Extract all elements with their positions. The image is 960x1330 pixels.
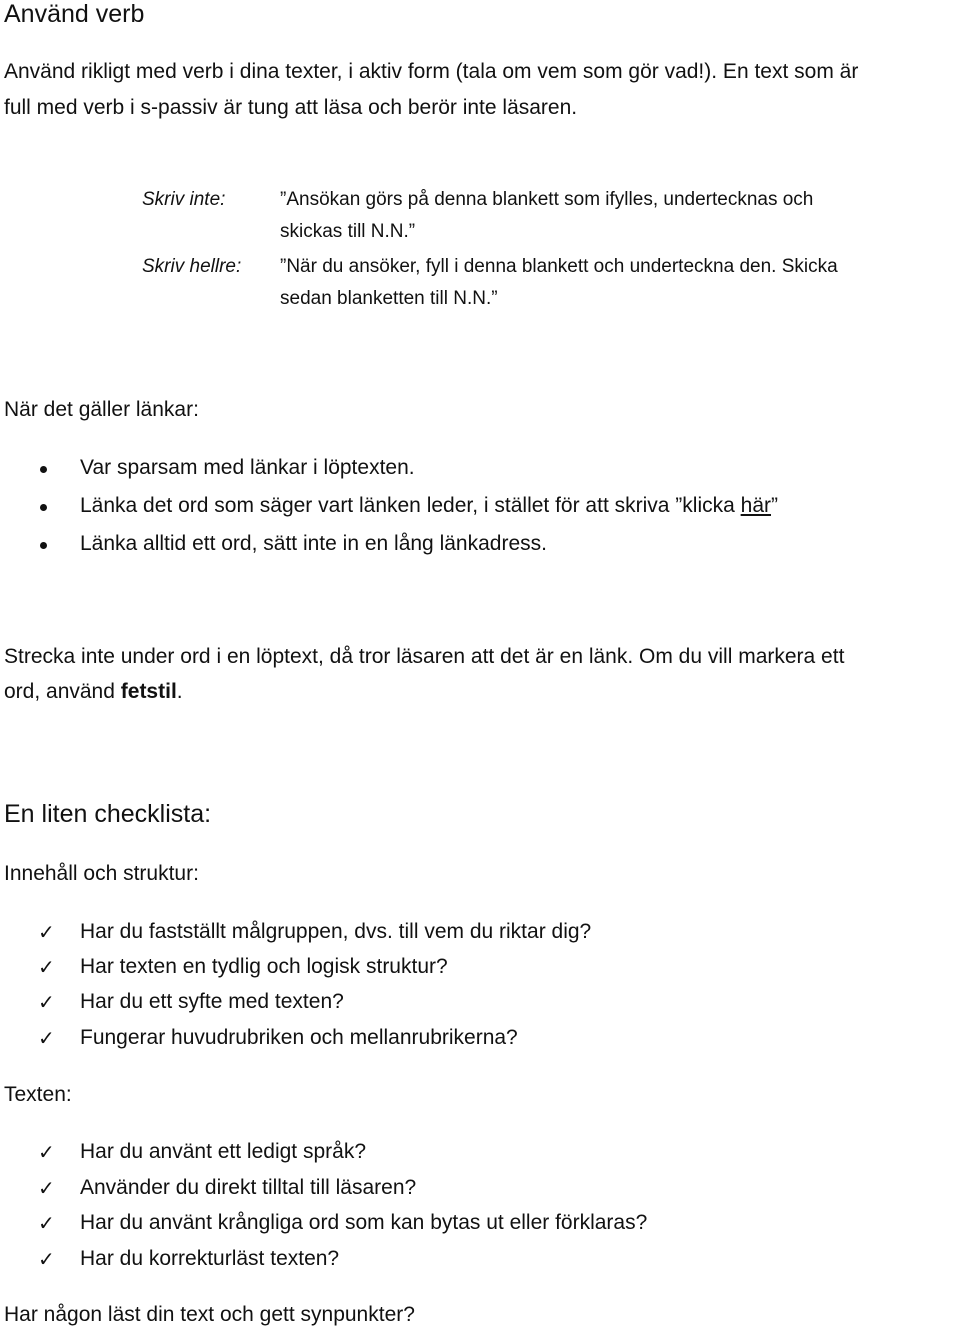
bullet-icon bbox=[40, 504, 47, 511]
page-title: Använd verb bbox=[4, 0, 145, 28]
bold-word: fetstil bbox=[120, 680, 177, 703]
dont-example-line-2: skickas till N.N.” bbox=[280, 221, 416, 242]
checkmark-icon: ✓ bbox=[38, 1140, 55, 1164]
bullet-icon bbox=[40, 542, 47, 549]
closing-question: Har någon läst din text och gett synpunkter? bbox=[4, 1303, 415, 1326]
checkmark-icon: ✓ bbox=[38, 1247, 55, 1271]
checklist-item: Har du fastställt målgruppen, dvs. till vem du riktar dig? bbox=[80, 920, 592, 943]
checklist-item: Har texten en tydlig och logisk struktur? bbox=[80, 955, 448, 978]
intro-line-1: Använd rikligt med verb i dina texter, i aktiv form (tala om vem som gör vad!). En text som är bbox=[4, 60, 859, 83]
do-label: Skriv hellre: bbox=[142, 256, 242, 277]
dont-label: Skriv inte: bbox=[142, 189, 226, 210]
checklist-item: Har du ett syfte med texten? bbox=[80, 990, 344, 1013]
checkmark-icon: ✓ bbox=[38, 990, 55, 1014]
intro-line-2: full med verb i s-passiv är tung att läsa och berör inte läsaren. bbox=[4, 96, 578, 119]
checklist-item: Har du använt krångliga ord som kan bytas ut eller förklaras? bbox=[80, 1211, 648, 1234]
checkmark-icon: ✓ bbox=[38, 955, 55, 979]
links-item-2 bbox=[80, 494, 778, 518]
do-example-line-1: ”När du ansöker, fyll i denna blankett och underteckna den. Skicka bbox=[280, 256, 838, 277]
checklist-heading: En liten checklista: bbox=[4, 800, 212, 828]
example-link-word: här bbox=[740, 494, 771, 517]
checkmark-icon: ✓ bbox=[38, 1211, 55, 1235]
section1-label: Innehåll och struktur: bbox=[4, 862, 199, 885]
checklist-item: Fungerar huvudrubriken och mellanrubrikerna? bbox=[80, 1026, 518, 1049]
links-item-2-suffix: ” bbox=[771, 494, 778, 517]
bullet-icon bbox=[40, 466, 47, 473]
section2-label: Texten: bbox=[4, 1083, 72, 1106]
do-example-line-2: sedan blanketten till N.N.” bbox=[280, 288, 498, 309]
links-item-3: Länka alltid ett ord, sätt inte in en lång länkadress. bbox=[80, 532, 547, 555]
checklist-item: Har du korrekturläst texten? bbox=[80, 1247, 340, 1270]
underline-line-1: Strecka inte under ord i en löptext, då tror läsaren att det är en länk. Om du vill markera ett bbox=[4, 645, 845, 668]
checklist-item: Har du använt ett ledigt språk? bbox=[80, 1140, 367, 1163]
checkmark-icon: ✓ bbox=[38, 1026, 55, 1050]
underline-line-2 bbox=[4, 680, 183, 704]
underline-line-2-prefix: ord, använd bbox=[4, 680, 121, 703]
underline-line-2-suffix: . bbox=[176, 680, 183, 703]
checklist-item: Använder du direkt tilltal till läsaren? bbox=[80, 1176, 417, 1199]
links-item-1: Var sparsam med länkar i löptexten. bbox=[80, 456, 415, 479]
links-item-2-text: Länka det ord som säger vart länken leder, i stället för att skriva ”klicka bbox=[80, 494, 741, 517]
checkmark-icon: ✓ bbox=[38, 920, 55, 944]
dont-example-line-1: ”Ansökan görs på denna blankett som ifylles, undertecknas och bbox=[280, 189, 814, 210]
checkmark-icon: ✓ bbox=[38, 1176, 55, 1200]
links-heading: När det gäller länkar: bbox=[4, 398, 199, 421]
